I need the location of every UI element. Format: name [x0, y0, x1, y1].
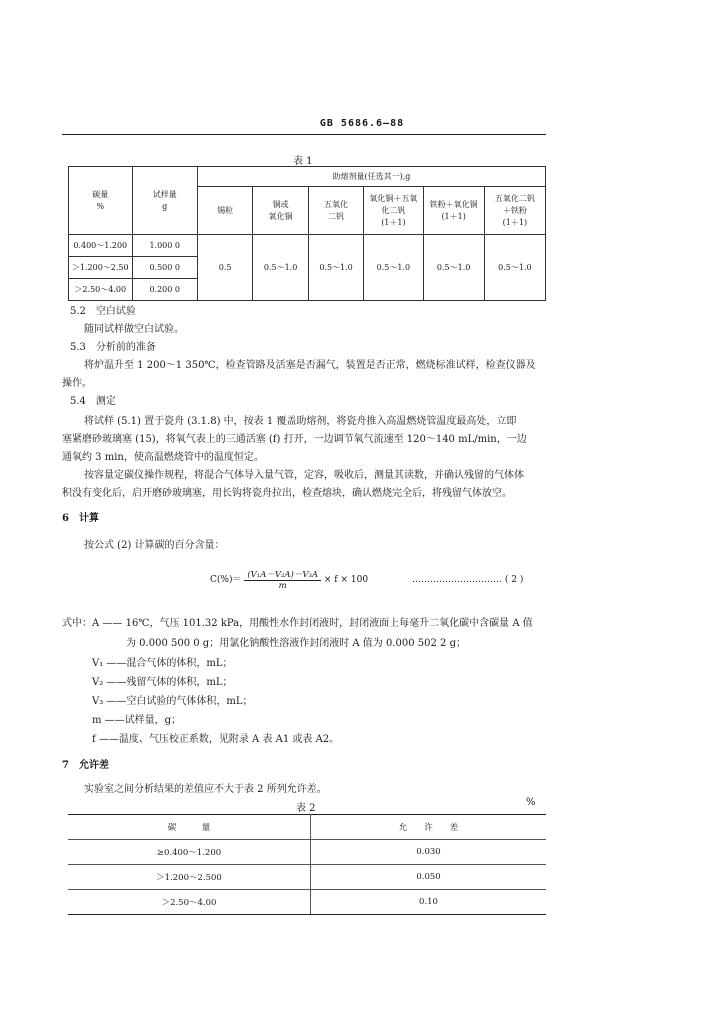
section-7-title: 7 允许差 [62, 760, 109, 771]
formula-number: ………………………… ( 2 ) [412, 575, 524, 585]
table1-carbon-cell: ＞1.200～2.50 [69, 257, 133, 279]
flux-value-cell: 0.5～1.0 [308, 235, 363, 301]
section-6-title: 6 计算 [62, 513, 99, 524]
section-6-intro: 按公式 (2) 计算碳的百分含量： [84, 540, 225, 551]
section-5-3-line: 将炉温升至 1 200～1 350℃，检查管路及活塞是否漏气，装置是否正常，燃烧标准试样，检查仪器及 [84, 360, 536, 371]
formula-denominator: m [278, 581, 287, 591]
section-5-3-line: 操作。 [62, 378, 92, 389]
section-5-4-line: 按容量定碳仪操作规程，将混合气体导入量气管，定容，吸收后，测量其读数，并确认残留的气体体 [84, 470, 524, 481]
table2-tolerance-cell: 0.10 [311, 890, 547, 915]
col-carbon-header: 碳量 % [69, 167, 133, 235]
col-sample-header: 试样量 g [132, 167, 197, 235]
table1-carbon-cell: 0.400～1.200 [69, 235, 133, 257]
where-a-line2: 为 0.000 500 0 g；用氯化钠酸性溶液作封闭液时 A 值为 0.000 502 2 g； [126, 638, 466, 649]
formula-fraction [244, 568, 321, 591]
flux-header: 铁粉＋氧化铜 (1＋1) [423, 187, 484, 235]
where-lead: 式中： [62, 618, 92, 629]
table1-carbon-cell: ＞2.50～4.00 [69, 279, 133, 301]
table1-sample-cell: 0.200 0 [132, 279, 197, 301]
table2-header-carbon: 碳 量 [68, 815, 311, 840]
formula [210, 568, 368, 591]
formula-lhs: C(%)＝ [210, 575, 242, 585]
formula-numerator: (V₁A－V₂A)－V₃A [244, 568, 321, 581]
where-a-line1: A —— 16℃，气压 101.32 kPa，用酸性水作封闭液时，封闭液面上每毫升二氧化碳中含碳量 A 值 [92, 618, 533, 629]
table2 [68, 814, 546, 915]
section-5-4-line: 通氧约 3 min，使高温燃烧管中的温度恒定。 [62, 452, 264, 463]
flux-header: 五氧化二钒 ＋铁粉 (1＋1) [484, 187, 545, 235]
section-7-body: 实验室之间分析结果的差值应不大于表 2 所列允许差。 [84, 784, 327, 795]
section-5-2-body: 随同试样做空白试验。 [84, 324, 184, 335]
flux-header: 氧化铜＋五氧 化二钒 (1＋1) [364, 187, 423, 235]
where-v1: V₁ ——混合气体的体积，mL； [92, 658, 233, 669]
section-5-4-line: 塞紧磨砂玻璃塞 (15)，将氧气表上的三通活塞 (f) 打开，一边调节氧气流速至 120～140 mL/min，一边 [62, 434, 527, 445]
table1-title: 表 1 [293, 156, 313, 167]
flux-value-cell: 0.5～1.0 [364, 235, 423, 301]
section-5-2-title: 5.2 空白试验 [70, 306, 136, 317]
table2-carbon-cell: ＞1.200～2.500 [68, 865, 311, 890]
where-m: m ——试样量，g； [92, 715, 182, 726]
table2-tolerance-cell: 0.030 [311, 840, 547, 865]
table2-carbon-cell: ＞2.50～4.00 [68, 890, 311, 915]
table1-sample-cell: 0.500 0 [132, 257, 197, 279]
col-flux-group-header: 助熔剂量(任选其一),g [197, 167, 545, 187]
flux-value-cell: 0.5～1.0 [484, 235, 545, 301]
section-5-4-title: 5.4 测定 [70, 396, 116, 407]
flux-header: 锡粒 [197, 187, 252, 235]
flux-value-cell: 0.5～1.0 [423, 235, 484, 301]
flux-header: 铜或 氧化铜 [253, 187, 308, 235]
table2-carbon-cell: ≥0.400～1.200 [68, 840, 311, 865]
flux-header: 五氧化 二钒 [308, 187, 363, 235]
table1 [68, 166, 546, 301]
table2-header-tolerance: 允 许 差 [311, 815, 547, 840]
table2-tolerance-cell: 0.050 [311, 865, 547, 890]
header-rule [62, 134, 546, 135]
table2-title: 表 2 [296, 803, 316, 814]
where-v2: V₂ ——残留气体的体积，mL； [92, 677, 233, 688]
table2-unit: % [526, 797, 536, 808]
flux-value-cell: 0.5 [197, 235, 252, 301]
section-5-4-line: 积没有变化后，启开磨砂玻璃塞，用长钩将瓷舟拉出，检查熔块，确认燃烧完全后，将残留气体放空。 [62, 488, 512, 499]
section-5-4-line: 将试样 (5.1) 置于瓷舟 (3.1.8) 中，按表 1 覆盖助熔剂，将瓷舟推入高温燃烧管温度最高处，立即 [84, 416, 517, 427]
where-v3: V₃ ——空白试验的气体体积，mL； [92, 696, 253, 707]
flux-value-cell: 0.5～1.0 [253, 235, 308, 301]
section-5-3-title: 5.3 分析前的准备 [70, 342, 156, 353]
standard-code: GB 5686.6—88 [319, 118, 405, 129]
table1-sample-cell: 1.000 0 [132, 235, 197, 257]
where-f: f ——温度、气压校正系数，见附录 A 表 A1 或表 A2。 [92, 734, 340, 745]
formula-rhs: × f × 100 [323, 575, 369, 585]
